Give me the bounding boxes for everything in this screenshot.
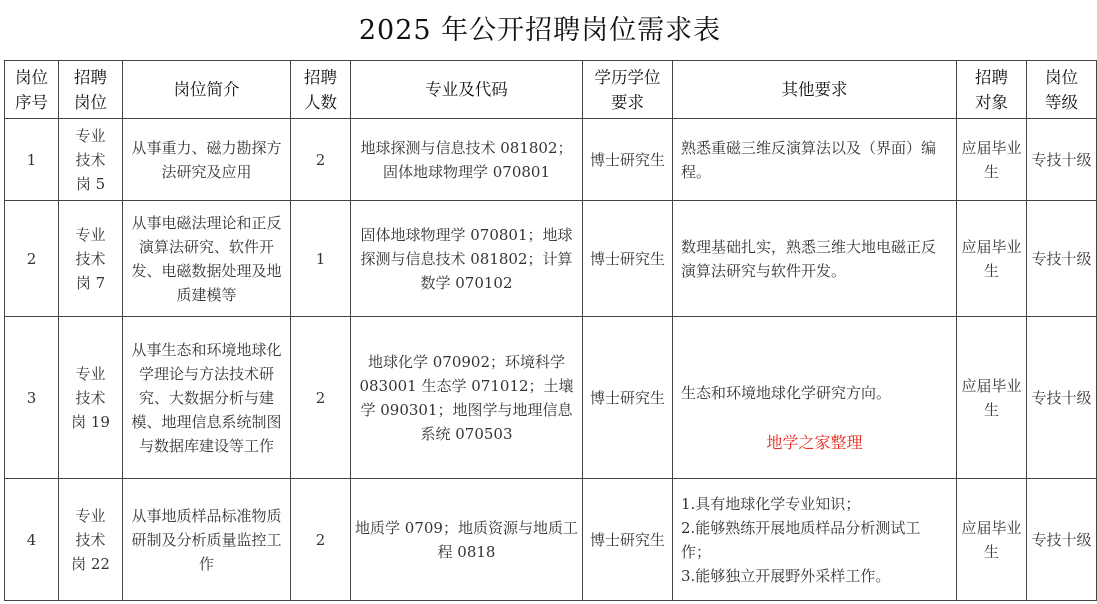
cell-major: 地球化学 070902；环境科学 083001 生态学 071012；土壤学 090301；地图学与地理信息系统 070503 [351, 317, 583, 479]
cell-count: 2 [291, 317, 351, 479]
header-other: 其他要求 [673, 61, 957, 119]
cell-no: 2 [5, 201, 59, 317]
table-row [5, 479, 1097, 601]
table-header-row [5, 61, 1097, 119]
header-position: 招聘 岗位 [59, 61, 123, 119]
other-item: 1.具有地球化学专业知识； [681, 494, 861, 513]
cell-target: 应届毕业生 [957, 317, 1027, 479]
header-intro: 岗位简介 [123, 61, 291, 119]
cell-intro: 从事生态和环境地球化学理论与方法技术研究、大数据分析与建模、地理信息系统制图与数据库建设等工作 [123, 317, 291, 479]
header-target: 招聘 对象 [957, 61, 1027, 119]
other-item: 3.能够独立开展野外采样工作。 [681, 566, 891, 585]
table-row [5, 317, 1097, 479]
cell-intro: 从事电磁法理论和正反演算法研究、软件开发、电磁数据处理及地质建模等 [123, 201, 291, 317]
cell-major: 地质学 0709；地质资源与地质工程 0818 [351, 479, 583, 601]
cell-intro: 从事重力、磁力勘探方法研究及应用 [123, 119, 291, 201]
cell-other: 数理基础扎实，熟悉三维大地电磁正反演算法研究与软件开发。 [673, 201, 957, 317]
cell-count: 1 [291, 201, 351, 317]
header-degree: 学历学位 要求 [583, 61, 673, 119]
cell-grade: 专技十级 [1027, 317, 1097, 479]
table-row [5, 119, 1097, 201]
job-requirements-table [4, 60, 1097, 601]
cell-degree: 博士研究生 [583, 119, 673, 201]
cell-major: 固体地球物理学 070801；地球探测与信息技术 081802；计算数学 070102 [351, 201, 583, 317]
cell-target: 应届毕业生 [957, 119, 1027, 201]
cell-other: 熟悉重磁三维反演算法以及（界面）编程。 [673, 119, 957, 201]
cell-count: 2 [291, 119, 351, 201]
cell-degree: 博士研究生 [583, 201, 673, 317]
cell-target: 应届毕业生 [957, 201, 1027, 317]
cell-position: 专业 技术 岗 5 [59, 119, 123, 201]
cell-position: 专业 技术 岗 19 [59, 317, 123, 479]
cell-intro: 从事地质样品标准物质研制及分析质量监控工作 [123, 479, 291, 601]
other-item: 2.能够熟练开展地质样品分析测试工作； [681, 518, 921, 561]
cell-grade: 专技十级 [1027, 119, 1097, 201]
header-grade: 岗位 等级 [1027, 61, 1097, 119]
other-text: 生态和环境地球化学研究方向。 [681, 383, 892, 402]
cell-other [673, 317, 957, 479]
header-major: 专业及代码 [351, 61, 583, 119]
cell-position: 专业 技术 岗 22 [59, 479, 123, 601]
cell-major: 地球探测与信息技术 081802；固体地球物理学 070801 [351, 119, 583, 201]
cell-no: 4 [5, 479, 59, 601]
cell-grade: 专技十级 [1027, 201, 1097, 317]
cell-grade: 专技十级 [1027, 479, 1097, 601]
cell-degree: 博士研究生 [583, 317, 673, 479]
cell-position: 专业 技术 岗 7 [59, 201, 123, 317]
cell-other [673, 479, 957, 601]
watermark-text: 地学之家整理 [766, 432, 863, 452]
table-row [5, 201, 1097, 317]
header-count: 招聘 人数 [291, 61, 351, 119]
cell-no: 1 [5, 119, 59, 201]
cell-count: 2 [291, 479, 351, 601]
page-title: 2025 年公开招聘岗位需求表 [358, 15, 722, 46]
cell-degree: 博士研究生 [583, 479, 673, 601]
header-no: 岗位 序号 [5, 61, 59, 119]
cell-target: 应届毕业生 [957, 479, 1027, 601]
cell-no: 3 [5, 317, 59, 479]
